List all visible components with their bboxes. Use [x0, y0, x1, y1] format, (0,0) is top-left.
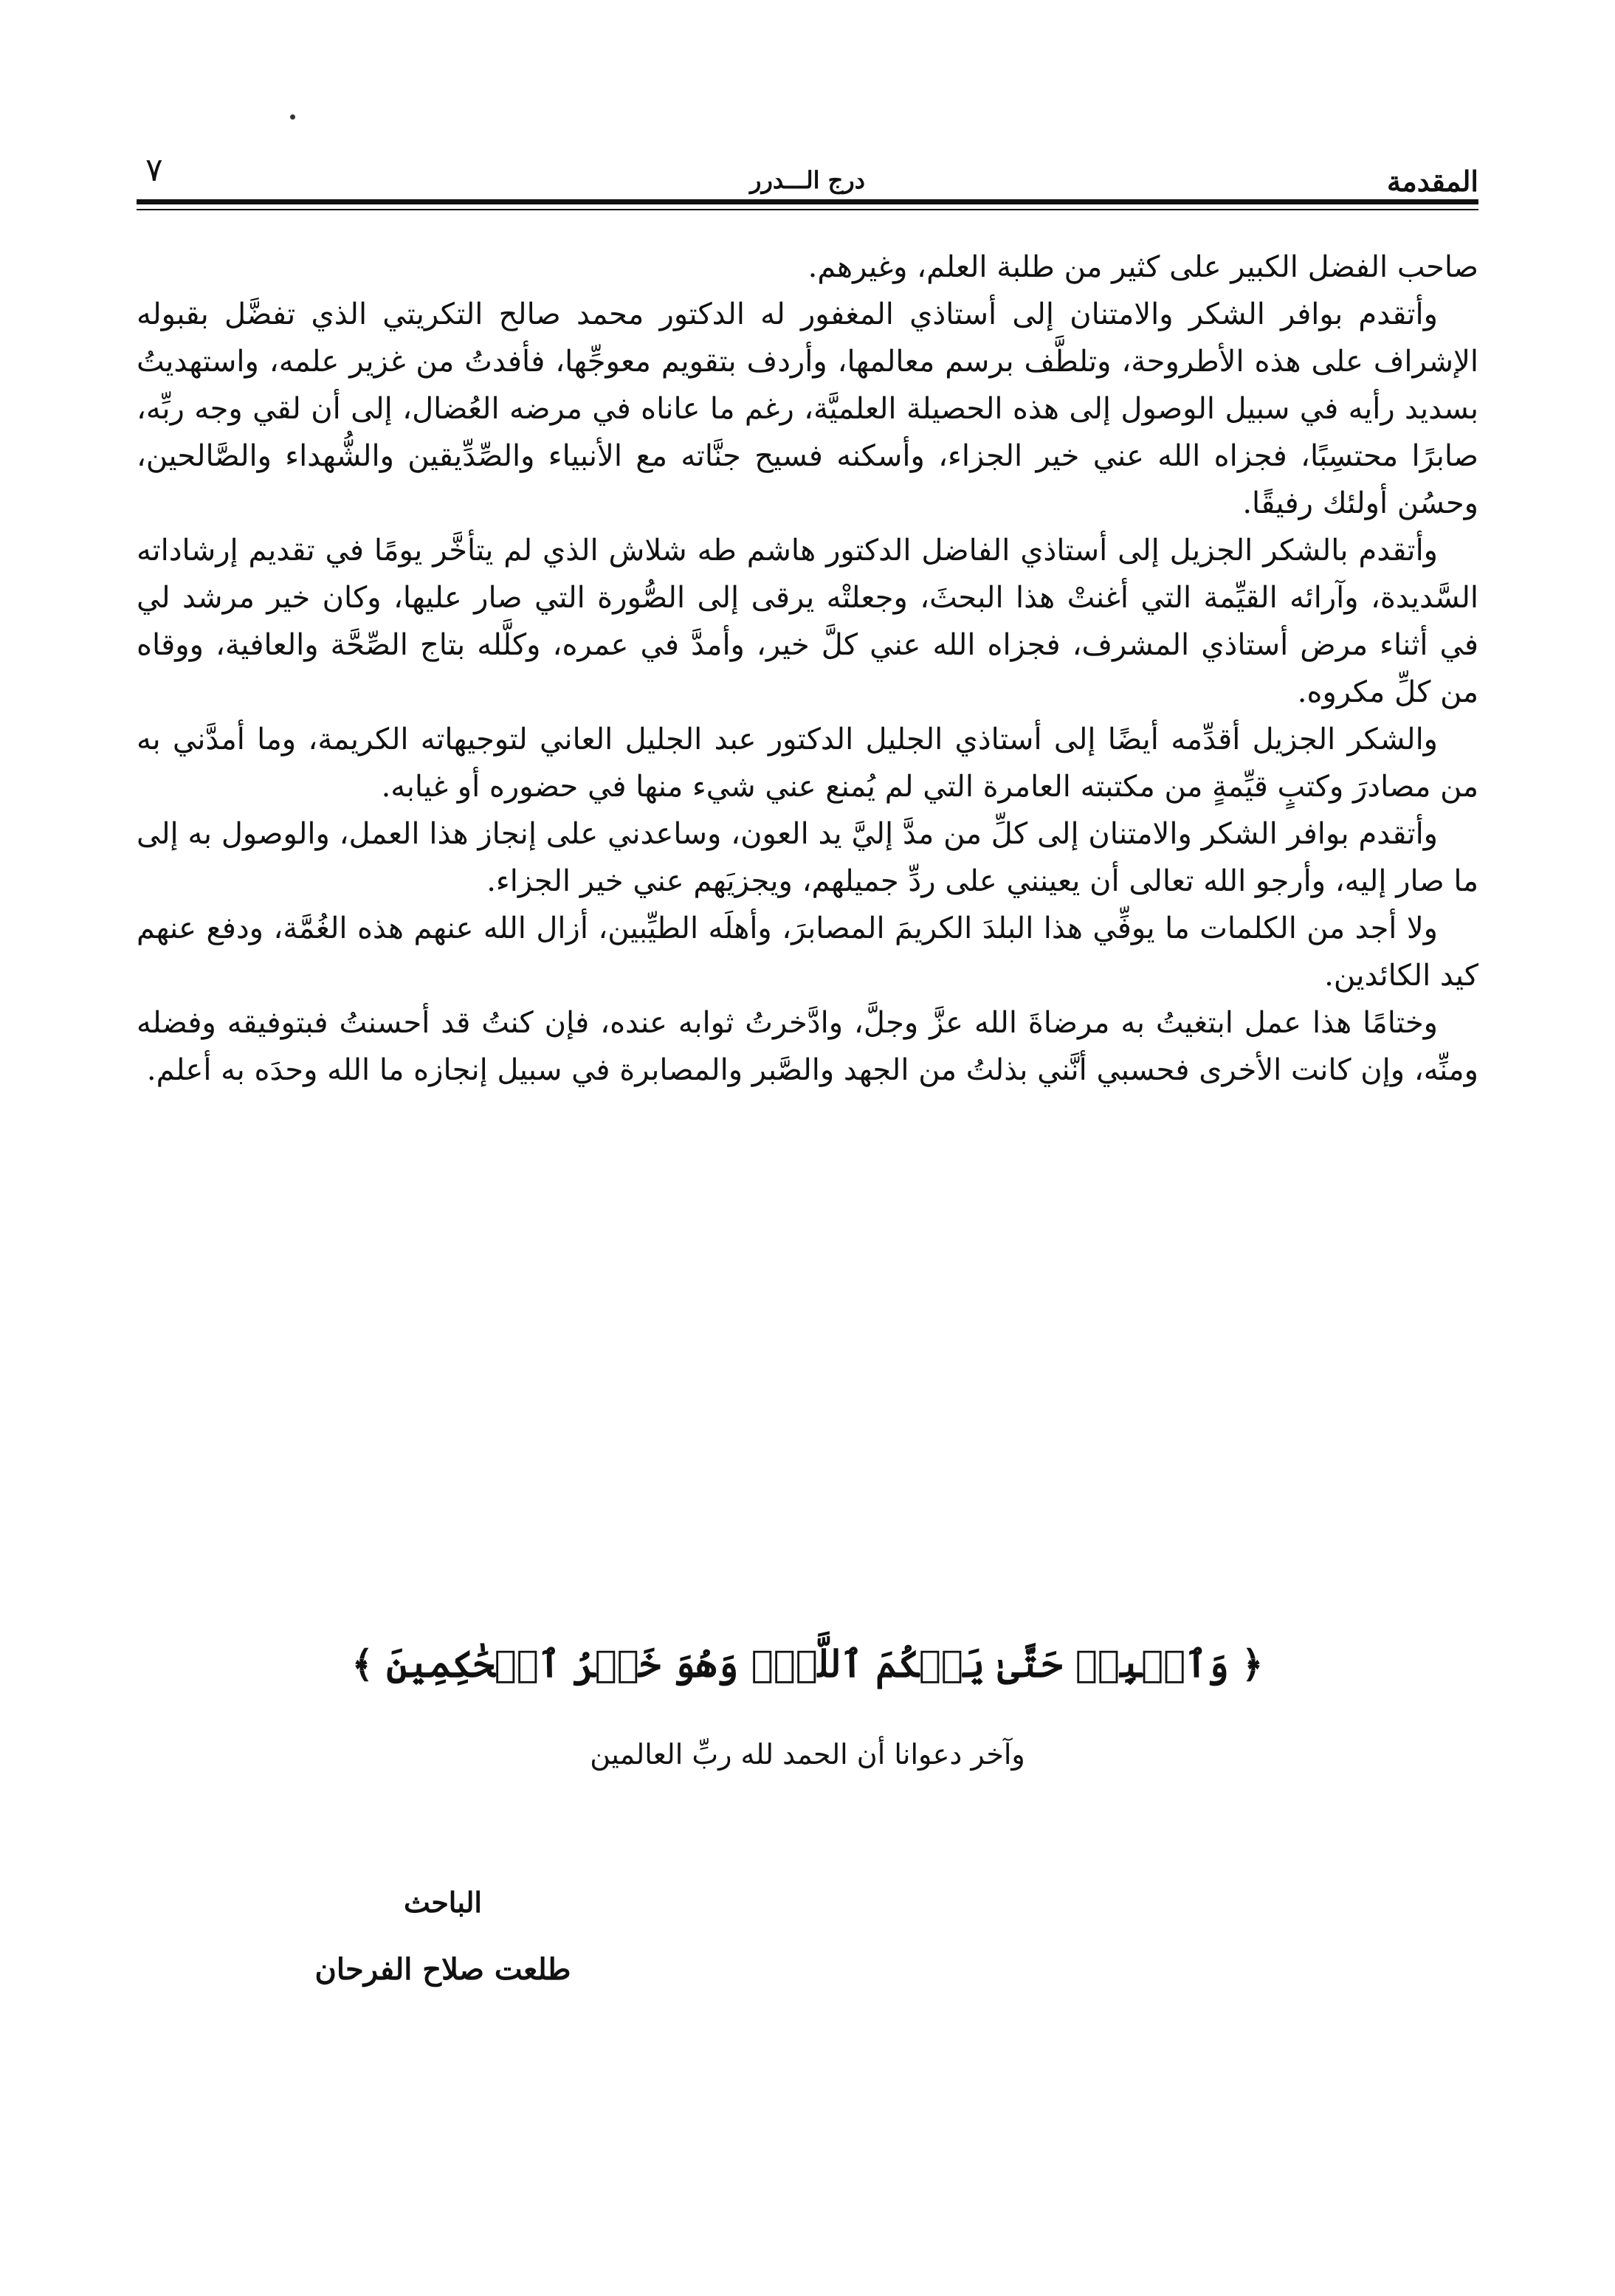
running-header: [137, 151, 1478, 203]
paragraph: صاحب الفضل الكبير على كثير من طلبة العلم، وغيرهم.: [808, 250, 1478, 284]
page-number: ٧: [145, 151, 163, 189]
signature-label: الباحث: [404, 1886, 482, 1919]
header-rule-thick: [137, 199, 1478, 204]
paragraph: والشكر الجزيل أقدِّمه أيضًا إلى أستاذي الجليل الدكتور عبد الجليل العاني لتوجيهاته الكريمة، وما أمدَّني به من مصادرَ وكتبٍ قيِّمةٍ من مكتبته العامرة التي لم يُمنع عني شيء منها في حضوره أو غيابه.: [137, 723, 1478, 804]
body-text: [137, 244, 1478, 1094]
quran-verse: ﴿ وَٱصۡبِرۡ حَتَّىٰ يَحۡكُمَ ٱللَّهُۚ وَهُوَ خَيۡرُ ٱلۡحَٰكِمِينَ ﴾: [351, 1642, 1264, 1686]
paragraph: وأتقدم بوافر الشكر والامتنان إلى كلِّ من مدَّ إليَّ يد العون، وساعدني على إنجاز هذا العمل، والوصول به إلى ما صار إليه، وأرجو الله تعالى أن يعينني على ردِّ جميلهم، ويجزيَهم عني خير الجزاء.: [137, 817, 1478, 898]
signature-name: طلعت صلاح الفرحان: [314, 1952, 571, 1987]
paragraph: وأتقدم بالشكر الجزيل إلى أستاذي الفاضل الدكتور هاشم طه شلاش الذي لم يتأخَّر يومًا في تقديم إرشاداته السَّديدة، وآرائه القيِّمة التي أغنتْ هذا البحثَ، وجعلتْه يرقى إلى الصُّورة التي صار عليها، وكان خير مرشد لي في أثناء مرض أستاذي المشرف، فجزاه الله عني كلَّ خير، وأمدَّ في عمره، وكلَّله بتاج الصِّحَّة والعافية، ووقاه من كلِّ مكروه.: [137, 534, 1478, 709]
paragraph: وختامًا هذا عمل ابتغيتُ به مرضاةَ الله عزَّ وجلَّ، وادَّخرتُ ثوابه عنده، فإن كنتُ قد أحسنتُ فبتوفيقه وفضله ومنِّه، وإن كانت الأخرى فحسبي أنَّني بذلتُ من الجهد والصَّبر والمصابرة في سبيل إنجازه ما الله وحدَه به أعلم.: [137, 1006, 1478, 1087]
header-rule-thin: [137, 209, 1478, 210]
stray-mark: [290, 114, 295, 120]
section-title: المقدمة: [1386, 165, 1478, 198]
closing-line: وآخر دعوانا أن الحمد لله ربِّ العالمين: [590, 1738, 1025, 1771]
book-title: درج الـــدرر: [750, 166, 865, 194]
paragraph: ولا أجد من الكلمات ما يوفِّي هذا البلدَ الكريمَ المصابرَ، وأهلَه الطيِّبين، أزال الله عنهم هذه الغُمَّة، ودفع عنهم كيد الكائدين.: [137, 911, 1478, 993]
paragraph: وأتقدم بوافر الشكر والامتنان إلى أستاذي المغفور له الدكتور محمد صالح التكريتي الذي تفضَّل بقبوله الإشراف على هذه الأطروحة، وتلطَّف برسم معالمها، وأردف بتقويم معوجِّها، فأفدتُ من غزير علمه، واستهديتُ بسديد رأيه في سبيل الوصول إلى هذه الحصيلة العلميَّة، رغم ما عاناه في مرضه العُضال، إلى أن لقي وجه ربِّه، صابرًا محتسِبًا، فجزاه الله عني خير الجزاء، وأسكنه فسيح جنَّاته مع الأنبياء والصِّدِّيقين والشُّهداء والصَّالحين، وحسُن أولئك رفيقًا.: [137, 297, 1479, 520]
